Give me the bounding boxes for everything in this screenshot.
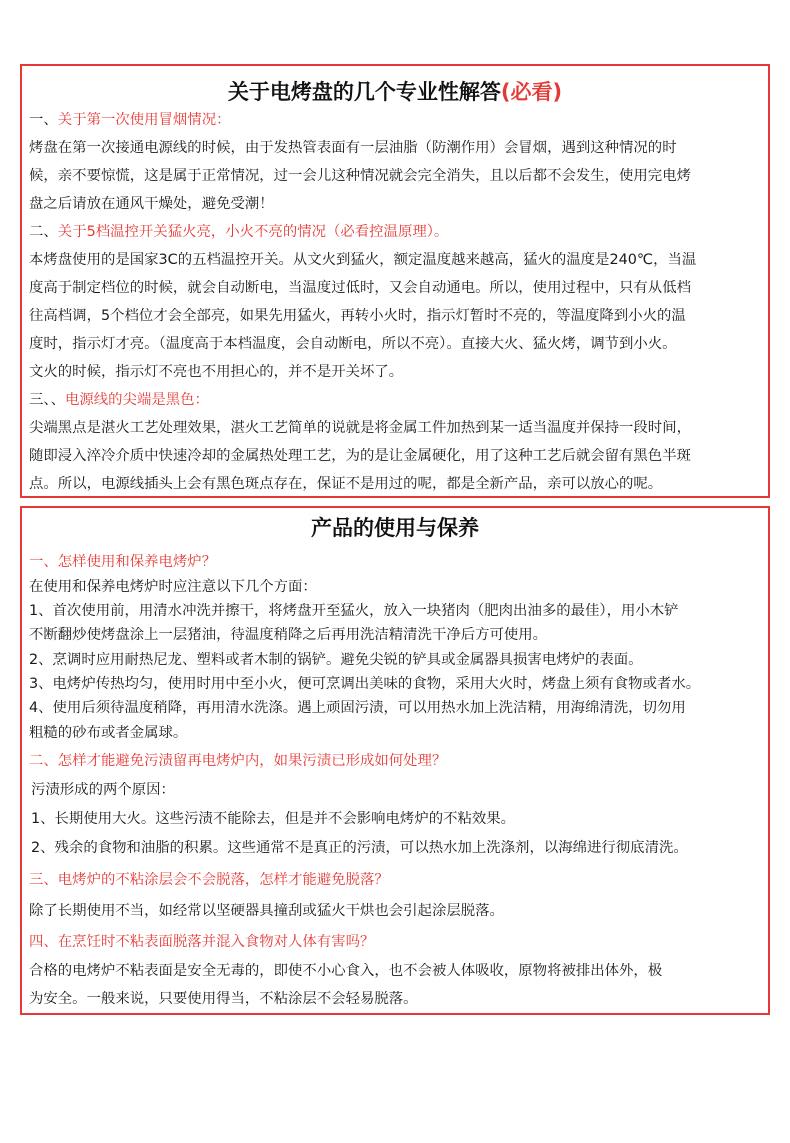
question-heading-text: 关于5档温控开关猛火亮，小火不亮的情况（必看控温原理）。 <box>57 224 449 240</box>
answer-line: 盘之后请放在通风干燥处，避免受潮！ <box>29 196 274 212</box>
care-section-box <box>20 506 770 1015</box>
answer-line: 2、烹调时应用耐热尼龙、塑料或者木制的锅铲。避免尖锐的铲具或金属器具损害电烤炉的表面。 <box>29 652 643 668</box>
question-heading <box>29 390 209 410</box>
answer-line: 在使用和保养电烤炉时应注意以下几个方面： <box>29 579 317 595</box>
question-heading-text: 电源线的尖端是黑色： <box>64 392 209 408</box>
answer-line: 烤盘在第一次接通电源线的时候，由于发热管表面有一层油脂（防潮作用）会冒烟，遇到这种情况的时 <box>29 140 677 156</box>
question-heading <box>29 222 448 242</box>
answer-line: 度高于制定档位的时候，就会自动断电，当温度过低时，又会自动通电。所以，使用过程中，只有从低档 <box>29 280 691 296</box>
answer-line: 2、残余的食物和油脂的积累。这些通常不是真正的污渍，可以热水加上洗涤剂，以海绵进行彻底清洗。 <box>31 840 688 856</box>
question-heading: 四、在烹饪时不粘表面脱落并混入食物对人体有害吗？ <box>29 934 375 950</box>
question-prefix: 三、、 <box>29 392 65 408</box>
question-heading-text: 关于第一次使用冒烟情况： <box>57 112 231 128</box>
answer-line: 为安全。一般来说，只要使用得当，不粘涂层不会轻易脱落。 <box>29 991 418 1007</box>
answer-line: 4、使用后须待温度稍降，再用清水洗涤。遇上顽固污渍，可以用热水加上洗洁精，用海绵清洗，切勿用 <box>29 700 686 716</box>
faq-section-box <box>20 64 770 498</box>
answer-line: 1、长期使用大火。这些污渍不能除去，但是并不会影响电烤炉的不粘效果。 <box>31 811 516 827</box>
answer-line: 候，亲不要惊慌，这是属于正常情况，过一会儿这种情况就会完全消失，且以后都不会发生，使用完电烤 <box>29 168 691 184</box>
question-prefix: 一、 <box>29 112 58 128</box>
question-heading: 二、怎样才能避免污渍留再电烤炉内，如果污渍已形成如何处理？ <box>29 753 447 769</box>
answer-line: 1、首次使用前，用清水冲洗并擦干，将烤盘开至猛火，放入一块猪肉（肥肉出油多的最佳），用小木铲 <box>29 603 679 619</box>
answer-line: 点。所以，电源线插头上会有黑色斑点存在，保证不是用过的呢，都是全新产品，亲可以放心的呢。 <box>29 476 663 492</box>
answer-line: 往高档调，5个档位才会全部亮，如果先用猛火，再转小火时，指示灯暂时不亮的，等温度降到小火的温 <box>29 308 686 324</box>
section-title-highlight: (必看) <box>500 80 563 104</box>
question-prefix: 二、 <box>29 224 58 240</box>
section-title-text: 关于电烤盘的几个专业性解答 <box>227 80 501 104</box>
answer-line: 除了长期使用不当，如经常以坚硬器具撞刮或猛火干烘也会引起涂层脱落。 <box>29 903 504 919</box>
answer-line: 不断翻炒使烤盘涂上一层猪油，待温度稍降之后再用洗洁精清洗干净后方可使用。 <box>29 627 548 643</box>
answer-line: 污渍形成的两个原因： <box>31 782 175 798</box>
section-title <box>22 76 768 106</box>
answer-line: 本烤盘使用的是国家3C的五档温控开关。从文火到猛火，额定温度越来越高，猛火的温度是240℃，当温 <box>29 252 697 268</box>
question-heading: 一、怎样使用和保养电烤炉？ <box>29 554 217 570</box>
section-title: 产品的使用与保养 <box>311 516 479 540</box>
answer-line: 粗糙的砂布或者金属球。 <box>29 725 188 741</box>
answer-line: 度时，指示灯才亮。（温度高于本档温度，会自动断电，所以不亮）。直接大火、猛火烤，调节到小火。 <box>29 336 677 352</box>
answer-line: 文火的时候，指示灯不亮也不用担心的，并不是开关坏了。 <box>29 364 404 380</box>
question-heading <box>29 110 231 130</box>
question-heading: 三、电烤炉的不粘涂层会不会脱落，怎样才能避免脱落？ <box>29 872 389 888</box>
answer-line: 3、电烤炉传热均匀，使用时用中至小火，便可烹调出美味的食物，采用大火时，烤盘上须有食物或者水。 <box>29 676 701 692</box>
answer-line: 合格的电烤炉不粘表面是安全无毒的，即使不小心食入，也不会被人体吸收，原物将被排出体外，极 <box>29 963 663 979</box>
answer-line: 尖端黑点是湛火工艺处理效果，湛火工艺简单的说就是将金属工件加热到某一适当温度并保持一段时间， <box>29 420 691 436</box>
answer-line: 随即浸入淬冷介质中快速冷却的金属热处理工艺，为的是让金属硬化，用了这种工艺后就会留有黑色半斑 <box>29 448 691 464</box>
